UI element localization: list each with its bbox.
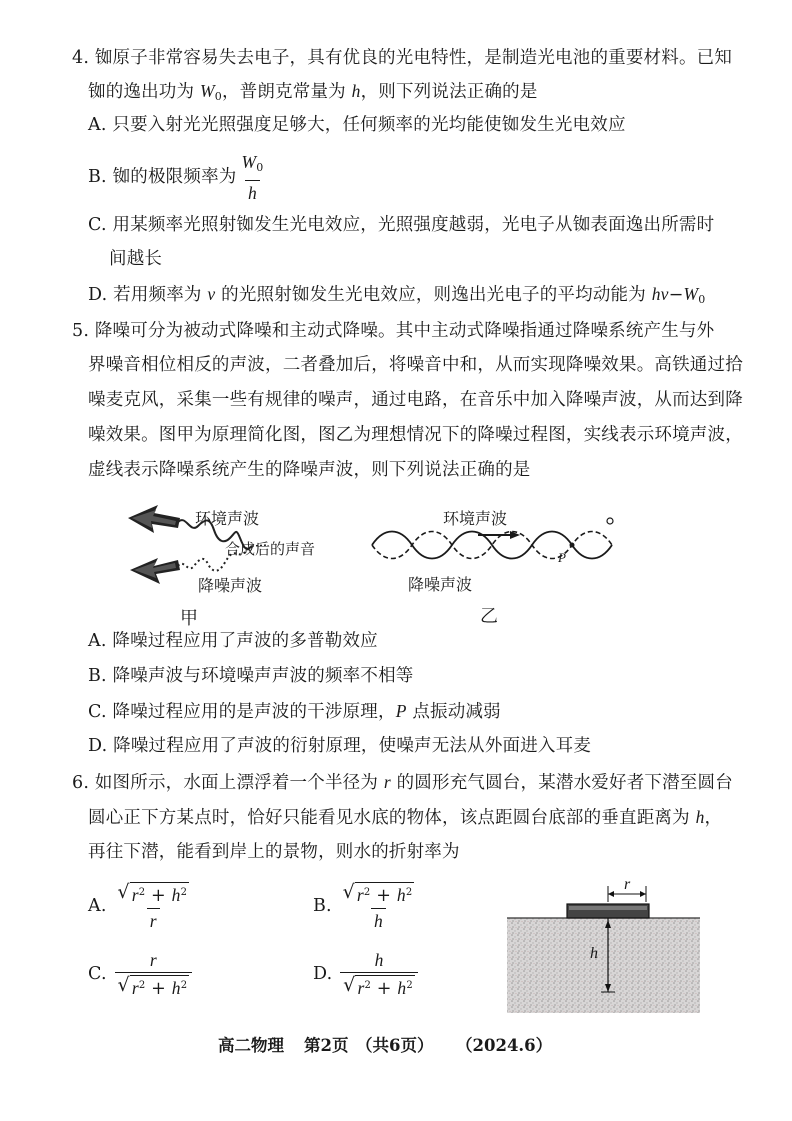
arrow-up-left-icon xyxy=(128,505,180,533)
q6-fig-h-label: h xyxy=(590,945,598,962)
q6-stem-line3: 再往下潜，能看到岸上的景物，则水的折射率为 xyxy=(88,842,460,862)
q4-text: ，普朗克常量为 xyxy=(221,82,352,102)
q6-var-r: r xyxy=(383,772,391,792)
q5-option-d: D. 降噪过程应用了声波的衍射原理，使噪声无法从外面进入耳麦 xyxy=(88,736,592,756)
sqrt-r: r xyxy=(357,978,365,998)
den-h: h xyxy=(371,908,386,931)
yi-env-wave-label: 环境声波 xyxy=(443,509,508,528)
sq: 2 xyxy=(406,980,413,991)
footer-subject: 高二物理 xyxy=(218,1036,284,1055)
q4-minus: − xyxy=(668,285,684,305)
sqrt-h: h xyxy=(397,978,407,998)
q4-var-h: h xyxy=(351,81,361,101)
sq: 2 xyxy=(138,980,146,991)
q5-option-b: B. 降噪声波与环境噪声声波的频率不相等 xyxy=(88,666,414,686)
raft-top-highlight xyxy=(569,906,647,910)
q5-stem-line4: 噪效果。图甲为原理简化图，图乙为理想情况下的降噪过程图，实线表示环境声波， xyxy=(88,425,743,445)
frac-w: W xyxy=(241,152,257,172)
q4-option-a: A. 只要入射光光照强度足够大，任何频率的光均能使铷发生光电效应 xyxy=(88,115,626,135)
sq: 2 xyxy=(364,980,372,991)
plus: + xyxy=(145,886,172,906)
q6-option-c xyxy=(88,948,194,1000)
q4-var-w: W xyxy=(683,284,699,304)
q4-optb-text: B. 铷的极限频率为 xyxy=(88,167,237,187)
q4-text: 铷的逸出功为 xyxy=(88,82,200,102)
sq: 2 xyxy=(180,980,188,991)
q6-optc-fraction: r √ $r^2 + h^2$ xyxy=(115,950,193,999)
q6-opta-label: A. xyxy=(88,896,107,916)
q5-optc-text: 点振动减弱 xyxy=(406,702,501,722)
q6-optc-label: C. xyxy=(88,964,107,984)
footer-date: （2024.6） xyxy=(456,1036,553,1055)
plus: + xyxy=(145,979,172,999)
plus: + xyxy=(370,886,397,906)
jia-combined-label: 合成后的声音 xyxy=(225,540,316,558)
figure-yi-caption: 乙 xyxy=(480,606,498,627)
q4-optb-fraction xyxy=(239,152,267,203)
q6-opta-fraction: √ $r^2 + h^2$ r xyxy=(117,881,188,931)
q6-optd-fraction: h √ $r^2 + h^2$ xyxy=(340,950,418,999)
q5-stem-line2: 界噪音相位相反的声波，二者叠加后，将噪音中和，从而实现降噪效果。高铁通过拾 xyxy=(88,355,743,375)
q4-sub-0: 0 xyxy=(214,90,222,103)
sqrt-h: h xyxy=(396,885,406,905)
q4-var-w: W xyxy=(199,81,215,101)
q6-stem-line2 xyxy=(88,806,722,829)
q6-option-d xyxy=(313,948,420,1000)
yi-point-p-label: P xyxy=(558,550,566,565)
frac-sub-0: 0 xyxy=(256,161,264,174)
arrow-down-left-icon xyxy=(130,558,180,584)
jia-anti-wave-label: 降噪声波 xyxy=(198,576,263,595)
plus: + xyxy=(371,979,398,999)
q6-text: ， xyxy=(704,808,723,828)
jia-env-wave-label: 环境声波 xyxy=(195,509,260,528)
q4-option-c-line1: C. 用某频率光照射铷发生光电效应，光照强度越弱，光电子从铷表面逸出所需时 xyxy=(88,215,715,235)
sq: 2 xyxy=(405,887,413,898)
q5-option-a: A. 降噪过程应用了声波的多普勒效应 xyxy=(88,631,378,651)
q4-option-d xyxy=(88,283,705,311)
q6-text: 圆心正下方某点时，恰好只能看见水底的物体，该点距圆台底部的垂直距离为 xyxy=(88,808,696,828)
q4-sub-0: 0 xyxy=(698,293,706,306)
q6-text: 的圆形充气圆台，某潜水爱好者下潜至圆台 xyxy=(390,773,733,793)
q6-raft-water-diagram xyxy=(505,880,705,1015)
q6-option-b xyxy=(313,880,419,932)
q6-optd-label: D. xyxy=(313,964,333,984)
q4-optd-text: 的光照射铷发生光电效应，则逸出光电子的平均动能为 xyxy=(215,285,652,305)
point-p-marker xyxy=(570,543,575,548)
sq: 2 xyxy=(180,887,188,898)
q5-optc-text: C. 降噪过程应用的是声波的干涉原理， xyxy=(88,702,396,722)
q4-option-c-line2: 间越长 xyxy=(109,249,163,269)
frac-h: h xyxy=(245,180,260,203)
figure-jia-caption: 甲 xyxy=(180,608,198,629)
q5-optc-p: P xyxy=(395,701,407,721)
sqrt-r: r xyxy=(131,885,139,905)
num-r: r xyxy=(149,950,157,970)
sqrt-r: r xyxy=(131,978,139,998)
q4-stem-line2 xyxy=(88,80,538,108)
num-h: h xyxy=(374,950,384,970)
small-circle-mark xyxy=(607,518,613,524)
footer-total-pages: （共6页） xyxy=(356,1036,434,1055)
q6-option-a xyxy=(88,880,194,932)
q4-text: ，则下列说法正确的是 xyxy=(360,82,538,102)
q5-stem-line3: 噪麦克风，采集一些有规律的噪声，通过电路，在音乐中加入降噪声波，从而达到降 xyxy=(88,390,743,410)
q6-optb-fraction: √ $r^2 + h^2$ h xyxy=(342,881,413,931)
sqrt-h: h xyxy=(171,885,181,905)
sq: 2 xyxy=(138,887,146,898)
q6-var-h: h xyxy=(695,807,705,827)
q6-fig-r-label: r xyxy=(624,876,631,893)
water-region xyxy=(507,918,700,1013)
q5-option-c xyxy=(88,700,501,723)
sqrt-h: h xyxy=(171,978,181,998)
q6-text: 6. 如图所示，水面上漂浮着一个半径为 xyxy=(72,773,384,793)
q4-stem-line1: 4. 铷原子非常容易失去电子，具有优良的光电特性，是制造光电池的重要材料。已知 xyxy=(72,48,733,68)
q5-stem-line1: 5. 降噪可分为被动式降噪和主动式降噪。其中主动式降噪指通过降噪系统产生与外 xyxy=(72,321,715,341)
footer-page: 第2页 xyxy=(304,1036,349,1055)
den-r: r xyxy=(147,908,160,931)
yi-anti-wave-label: 降噪声波 xyxy=(408,575,473,594)
q4-var-nu: ν xyxy=(207,284,216,304)
sqrt-r: r xyxy=(356,885,364,905)
sq: 2 xyxy=(363,887,371,898)
q4-var-hnu: hν xyxy=(651,284,669,304)
q4-optd-text: D. 若用频率为 xyxy=(88,285,208,305)
q6-optb-label: B. xyxy=(313,896,332,916)
q4-option-b xyxy=(88,152,268,203)
q5-stem-line5: 虚线表示降噪系统产生的降噪声波，则下列说法正确的是 xyxy=(88,460,531,480)
q6-stem-line1 xyxy=(72,771,733,794)
